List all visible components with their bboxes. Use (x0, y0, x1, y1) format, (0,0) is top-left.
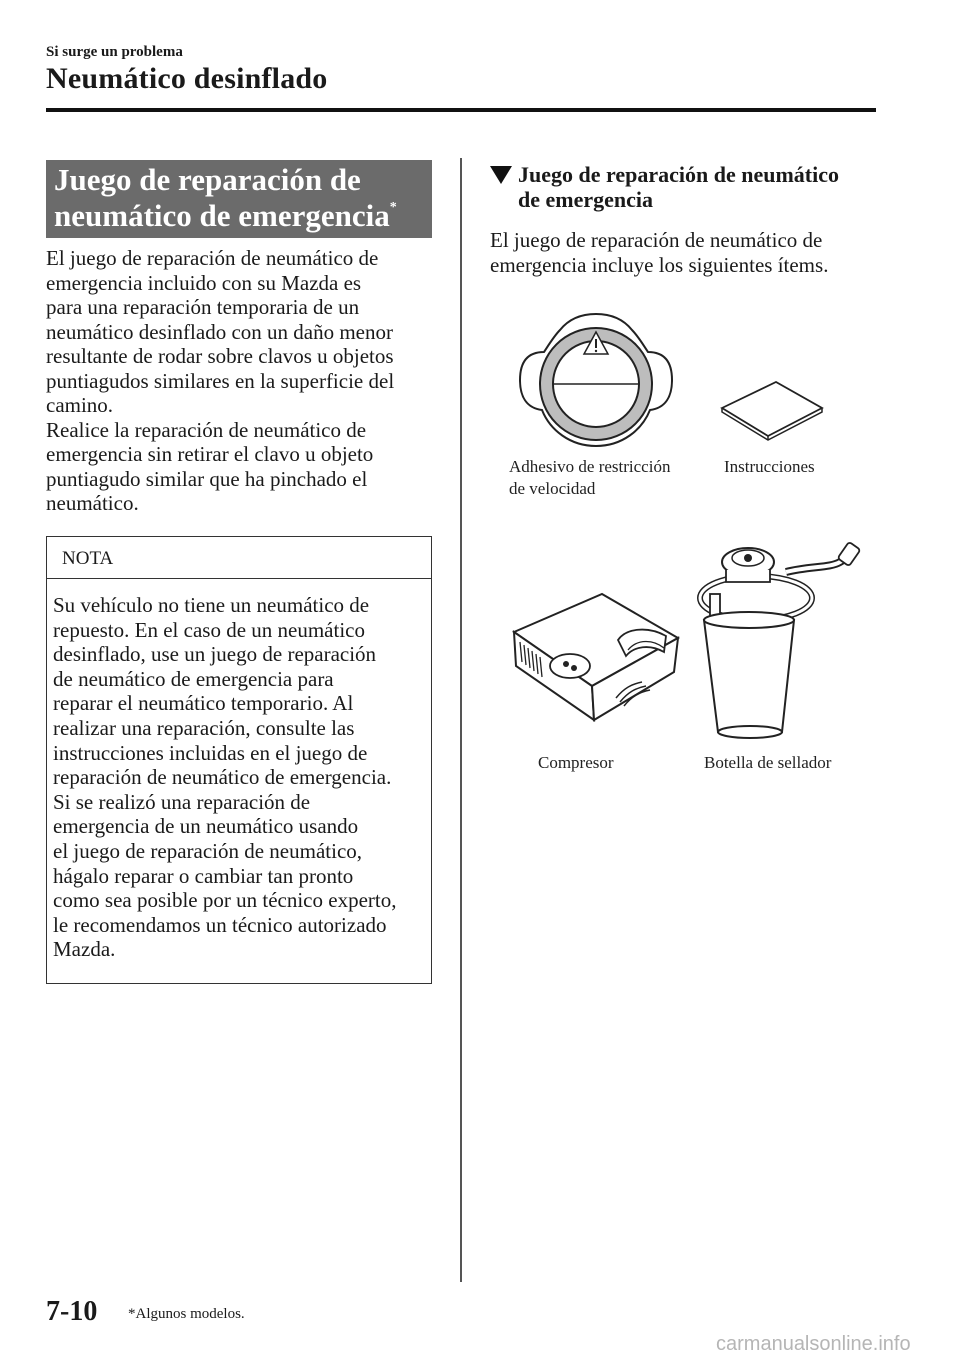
note-header (47, 537, 431, 579)
text-line: reparar el neumático temporario. Al (53, 691, 354, 716)
compressor-caption: Compresor (538, 753, 614, 772)
text-line: desinflado, use un juego de reparación (53, 642, 377, 667)
text-line: Mazda. (53, 937, 116, 962)
instructions-caption: Instrucciones (724, 457, 815, 476)
compressor-icon (508, 590, 684, 722)
text-line: neumático. (46, 491, 139, 515)
page-number: 7-10 (46, 1296, 98, 1327)
speed-sticker-caption (509, 456, 670, 500)
text-line: puntiagudo similar que ha pinchado el (46, 466, 368, 491)
subsection-heading-line1: Juego de reparación de neumático (518, 162, 840, 187)
text-line: hágalo reparar o cambiar tan pronto (53, 863, 354, 888)
instructions-booklet-icon (718, 378, 828, 442)
text-line: Realice la reparación de neumático de (46, 417, 367, 442)
section-heading (46, 160, 432, 238)
text-line: realizar una reparación, consulte las (53, 715, 355, 740)
text-line: El juego de reparación de neumático de (490, 228, 823, 252)
column-divider (460, 158, 462, 1282)
speed-restriction-sticker-icon (516, 306, 676, 456)
caption-line: Adhesivo de restricción (509, 457, 671, 476)
text-line: emergencia de un neumático usando (53, 814, 359, 839)
subsection-heading-line2: de emergencia (518, 187, 653, 212)
watermark: carmanualsonline.info (716, 1333, 911, 1355)
title-rule (46, 108, 876, 112)
note-label: NOTA (62, 548, 114, 569)
page-title: Neumático desinflado (46, 62, 328, 95)
section-label: Si surge un problema (46, 44, 183, 60)
text-line: puntiagudos similares en la superficie del (46, 368, 395, 393)
text-line: Si se realizó una reparación de (53, 789, 311, 814)
text-line: de neumático de emergencia para (53, 666, 334, 691)
section-heading-line2 (54, 198, 397, 234)
text-line: emergencia incluido con su Mazda es (46, 270, 362, 295)
text-line: instrucciones incluidas en el juego de (53, 740, 368, 765)
text-line: como sea posible por un técnico experto, (53, 888, 397, 913)
text-line: el juego de reparación de neumático, (53, 838, 363, 863)
footnote-marker: * (389, 200, 397, 215)
text-line: El juego de reparación de neumático de (46, 246, 379, 270)
text-line: reparación de neumático de emergencia. (53, 765, 392, 790)
text-line: neumático desinflado con un daño menor (46, 319, 393, 344)
kit-intro-paragraph (490, 228, 890, 277)
section-heading-line2-text: neumático de emergencia (54, 198, 390, 233)
section-heading-line1: Juego de reparación de (54, 162, 361, 197)
footnote: *Algunos modelos. (128, 1306, 245, 1322)
text-line: resultante de rodar sobre clavos u objetos (46, 344, 394, 368)
intro-paragraph (46, 246, 436, 516)
text-line: emergencia sin retirar el clavo u objeto (46, 442, 374, 466)
sealant-bottle-caption: Botella de sellador (704, 753, 832, 772)
triangle-bullet-icon (490, 166, 512, 184)
text-line: repuesto. En el caso de un neumático (53, 617, 365, 642)
sealant-bottle-icon (690, 538, 870, 748)
caption-line: de velocidad (509, 479, 596, 498)
note-body (53, 593, 431, 962)
text-line: camino. (46, 393, 114, 417)
text-line: le recomendamos un técnico autorizado (53, 912, 387, 937)
note-box (46, 536, 432, 984)
text-line: emergencia incluye los siguientes ítems. (490, 252, 829, 277)
text-line: para una reparación temporaria de un (46, 295, 360, 319)
text-line: Su vehículo no tiene un neumático de (53, 593, 370, 617)
